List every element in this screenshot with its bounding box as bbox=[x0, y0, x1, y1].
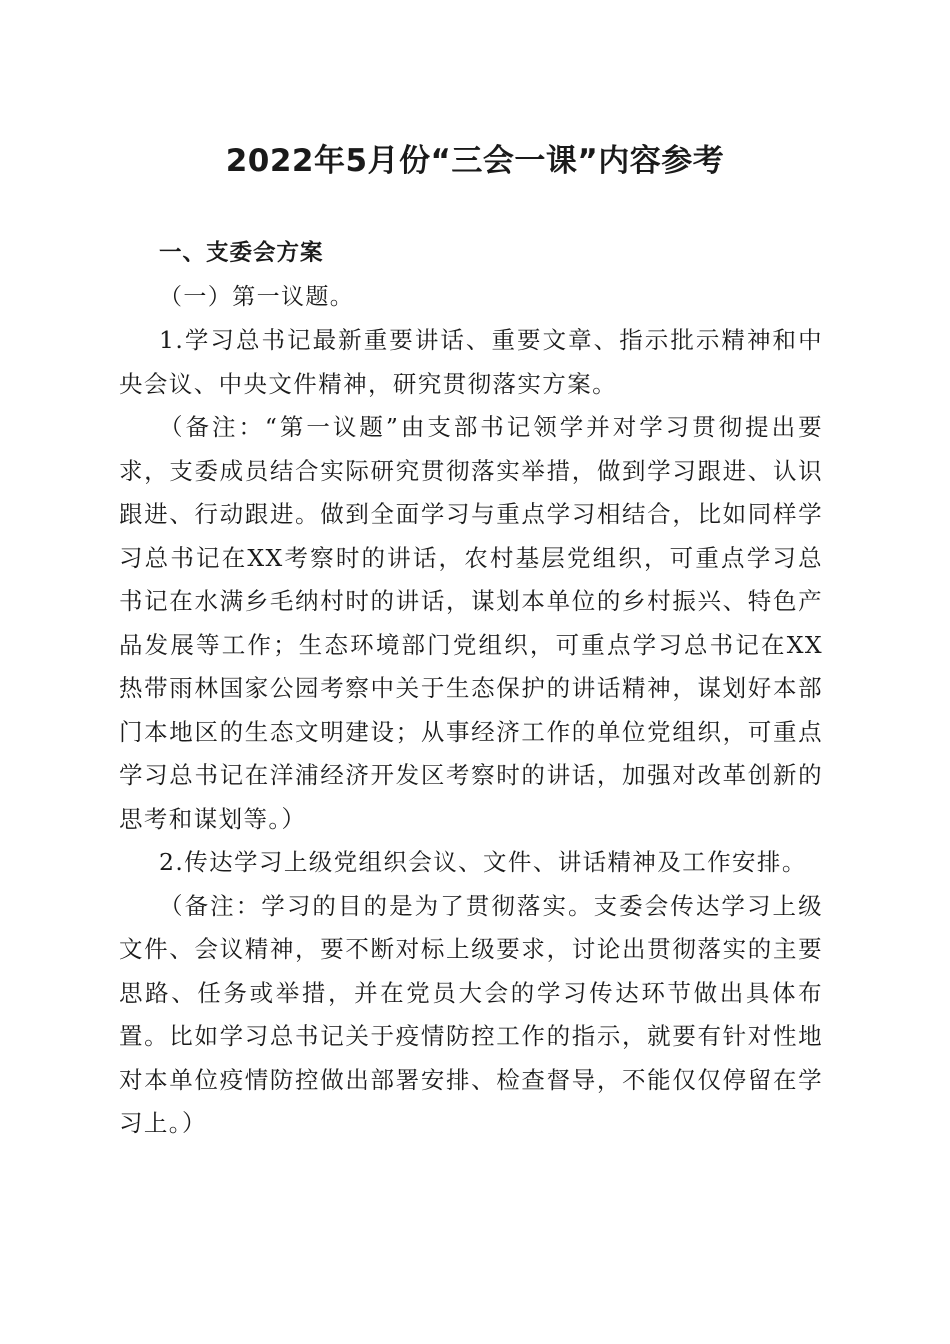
document-body bbox=[119, 232, 823, 1146]
section-heading: 一、支委会方案 bbox=[159, 240, 324, 266]
paragraph-note-1: （备注：“第一议题”由支部书记领学并对学习贯彻提出要求，支委成员结合实际研究贯彻落实举措，做到学习跟进、认识跟进、行动跟进。做到全面学习与重点学习相结合，比如同样学习总书记在XX考察时的讲话，农村基层党组织，可重点学习总书记在水满乡毛纳村时的讲话，谋划本单位的乡村振兴、特色产品发展等工作；生态环境部门党组织，可重点学习总书记在XX热带雨林国家公园考察中关于生态保护的讲话精神，谋划好本部门本地区的生态文明建设；从事经济工作的单位党组织，可重点学习总书记在洋浦经济开发区考察时的讲话，加强对改革创新的思考和谋划等。） bbox=[119, 413, 823, 833]
paragraph-note-2: （备注：学习的目的是为了贯彻落实。支委会传达学习上级文件、会议精神，要不断对标上级要求，讨论出贯彻落实的主要思路、任务或举措，并在党员大会的学习传达环节做出具体布置。比如学习总书记关于疫情防控工作的指示，就要有针对性地对本单位疫情防控做出部署安排、检查督导，不能仅仅停留在学习上。） bbox=[119, 891, 823, 1137]
paragraph-item-1: 1.学习总书记最新重要讲话、重要文章、指示批示精神和中央会议、中央文件精神，研究贯彻落实方案。 bbox=[119, 326, 823, 398]
paragraph-item-2: 2.传达学习上级党组织会议、文件、讲话精神及工作安排。 bbox=[159, 848, 807, 876]
document-title: 2022年5月份“三会一课”内容参考 bbox=[225, 143, 725, 179]
sub-heading: （一）第一议题。 bbox=[159, 283, 355, 310]
